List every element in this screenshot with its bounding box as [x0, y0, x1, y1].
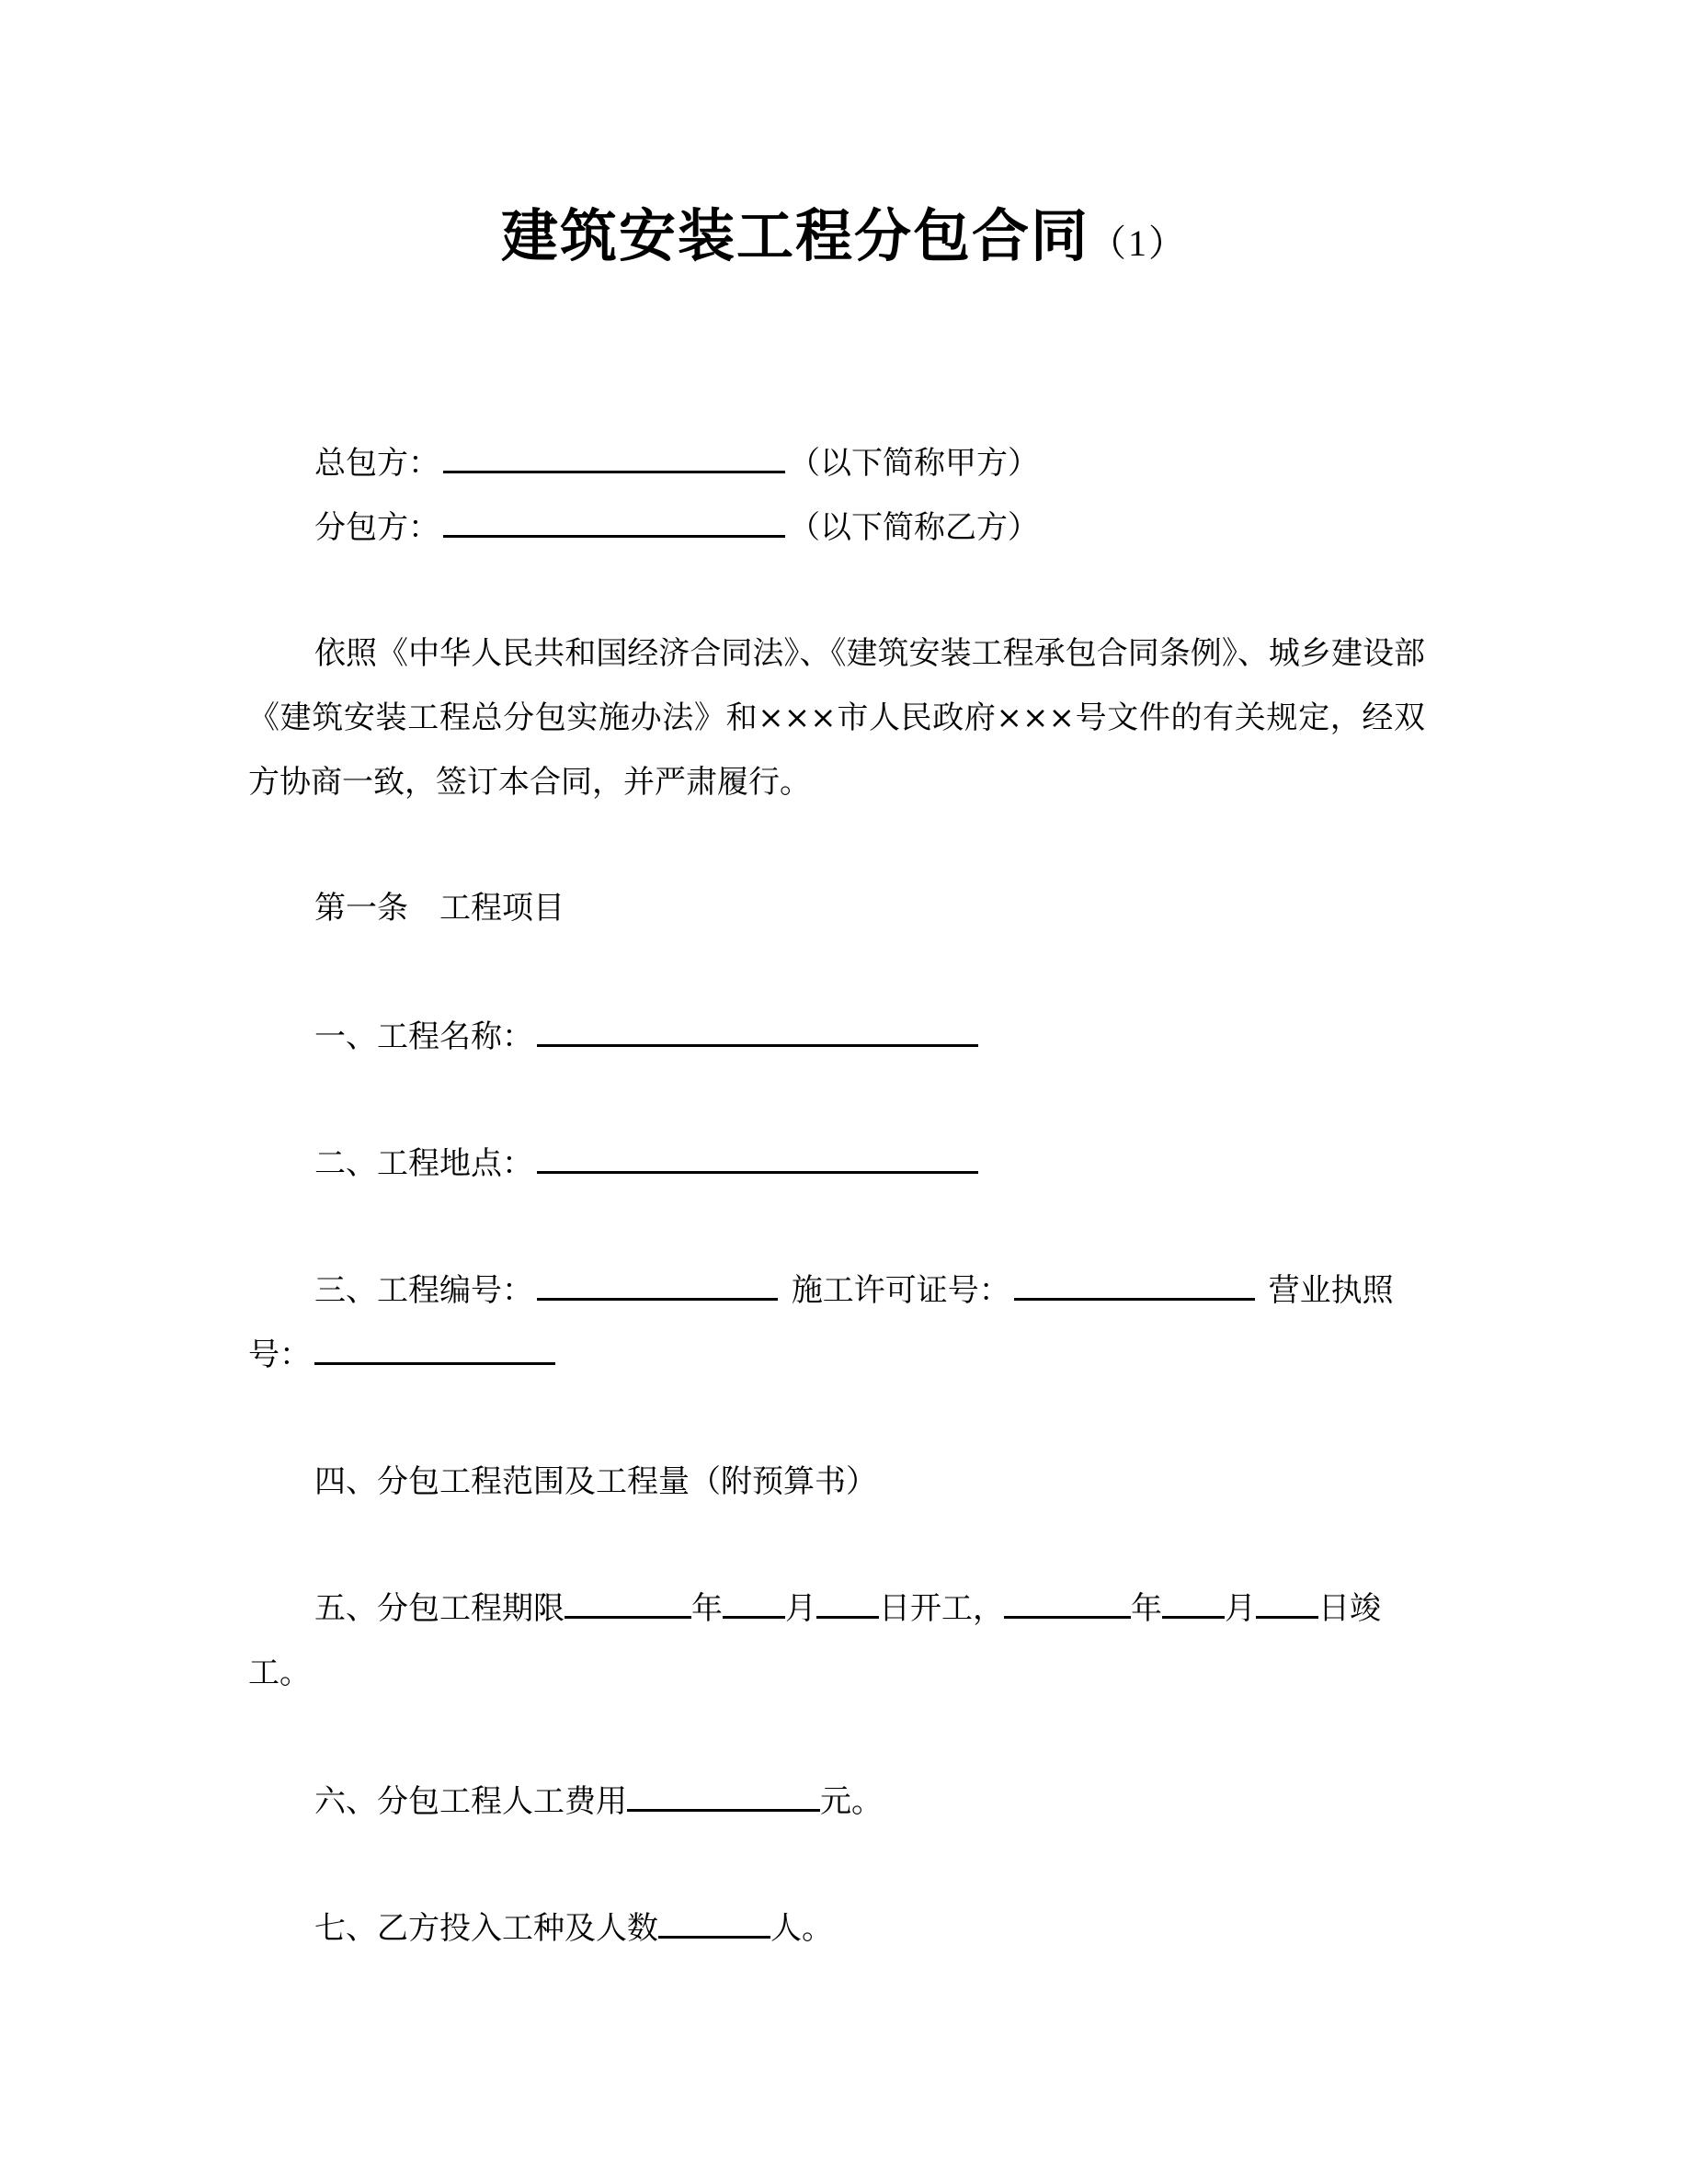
- start-month-blank[interactable]: [723, 1585, 785, 1619]
- start-day-label: 日开工，: [879, 1590, 1004, 1627]
- article-1-heading: 第一条 工程项目: [314, 890, 565, 927]
- start-year-label: 年: [691, 1590, 723, 1627]
- project-number-blank[interactable]: [537, 1267, 778, 1301]
- labor-cost-label: 六、分包工程人工费用: [314, 1783, 627, 1820]
- project-name-label: 一、工程名称：: [314, 1018, 533, 1055]
- permit-blank[interactable]: [1014, 1267, 1255, 1301]
- party-a-note: （以下简称甲方）: [789, 445, 1039, 482]
- end-year-blank[interactable]: [1004, 1585, 1131, 1619]
- project-location-line: [314, 1140, 982, 1186]
- project-name-line: [314, 1013, 982, 1059]
- end-year-label: 年: [1131, 1590, 1162, 1627]
- workers-blank[interactable]: [658, 1905, 770, 1939]
- title-suffix: （1）: [1089, 222, 1187, 264]
- party-a-blank[interactable]: [443, 439, 785, 473]
- title-text: 建筑安装工程分包合同: [500, 202, 1089, 269]
- document-title: [0, 195, 1688, 285]
- workers-unit: 人。: [770, 1910, 833, 1947]
- party-b-line: [314, 504, 1039, 550]
- project-location-label: 二、工程地点：: [314, 1145, 533, 1182]
- workers-line: [314, 1905, 833, 1951]
- scope-line: 四、分包工程范围及工程量（附预算书）: [314, 1463, 877, 1500]
- end-day-label: 日竣: [1318, 1590, 1381, 1627]
- license-label: 营业执照: [1268, 1272, 1394, 1309]
- start-year-blank[interactable]: [565, 1585, 691, 1619]
- party-b-note: （以下简称乙方）: [789, 509, 1039, 546]
- end-month-blank[interactable]: [1162, 1585, 1225, 1619]
- labor-cost-line: [314, 1778, 883, 1824]
- party-b-label: 分包方：: [314, 509, 439, 546]
- end-day-blank[interactable]: [1256, 1585, 1318, 1619]
- workers-label: 七、乙方投入工种及人数: [314, 1910, 658, 1947]
- project-name-blank[interactable]: [537, 1013, 978, 1047]
- permit-label: 施工许可证号：: [791, 1272, 1010, 1309]
- start-month-label: 月: [785, 1590, 816, 1627]
- preamble-paragraph: 依照《中华人民共和国经济合同法》、《建筑安装工程承包合同条例》、城乡建设部《建筑安装工程总分包实施办法》和×××市人民政府×××号文件的有关规定，经双方协商一致，签订本合同，并严肃履行。: [248, 635, 1425, 801]
- labor-cost-unit: 元。: [820, 1783, 883, 1820]
- labor-cost-blank[interactable]: [627, 1778, 820, 1812]
- start-day-blank[interactable]: [816, 1585, 879, 1619]
- period-label: 五、分包工程期限: [314, 1590, 565, 1627]
- party-a-line: [314, 439, 1039, 485]
- license-blank[interactable]: [314, 1331, 555, 1365]
- project-location-blank[interactable]: [537, 1140, 978, 1174]
- party-a-label: 总包方：: [314, 445, 439, 482]
- license-line: [248, 1331, 559, 1377]
- party-b-blank[interactable]: [443, 504, 785, 538]
- period-line: [314, 1585, 1381, 1631]
- end-month-label: 月: [1225, 1590, 1256, 1627]
- period-end-line: 工。: [248, 1655, 311, 1691]
- project-number-line: [314, 1267, 1394, 1313]
- project-number-label: 三、工程编号：: [314, 1272, 533, 1309]
- license-label-cont: 号：: [248, 1337, 311, 1373]
